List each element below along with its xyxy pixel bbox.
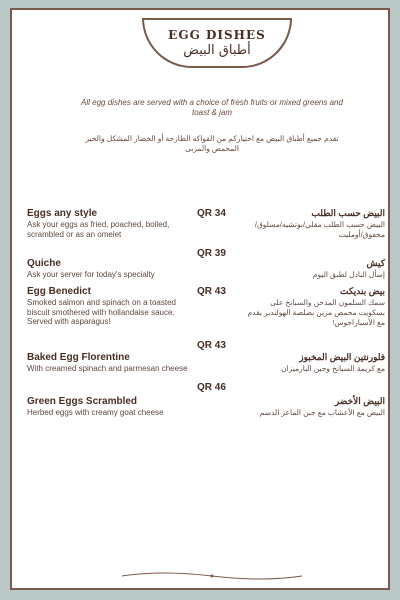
serving-notice-arabic: تقدم جميع أطباق البيض مع اختياركم من الفواكه الطازجة أو الخضار المشكل والخبز المحمص والمربى [85, 134, 339, 153]
serving-notice: All egg dishes are served with a choice of fresh fruits or mixed greens and toast & jam [81, 98, 343, 117]
item-price: QR 46 [197, 382, 226, 393]
bottom-border [10, 588, 390, 590]
item-description: Herbed eggs with creamy goat cheese [27, 408, 164, 417]
item-name-arabic: كيش [366, 258, 385, 268]
item-description: Smoked salmon and spinach on a toasted biscuit smothered with hollandaise sauce. Served with asparagus! [27, 298, 176, 327]
item-name: Egg Benedict [27, 286, 91, 297]
item-price: QR 34 [197, 208, 226, 219]
title-badge [142, 18, 292, 68]
menu-page [10, 8, 390, 590]
item-description-arabic: إسأل النادل لطبق اليوم [312, 270, 385, 279]
item-name-arabic: بيض بنديكت [339, 286, 385, 296]
item-price: QR 43 [197, 286, 226, 297]
item-name-arabic: فلورنتين البيض المخبوز [299, 352, 385, 362]
item-name: Quiche [27, 258, 61, 269]
item-description-arabic: البيض حسب الطلب مقلي/بوتشيه/مسلوق/مخفوق/أومليت [254, 220, 385, 239]
item-price: QR 43 [197, 340, 226, 351]
item-name: Green Eggs Scrambled [27, 396, 138, 407]
page-title: EGG DISHES [168, 28, 266, 42]
item-name-arabic: البيض حسب الطلب [311, 208, 385, 218]
item-name: Eggs any style [27, 208, 98, 219]
item-description: Ask your eggs as fried, poached, boiled, scrambled or as an omelet [27, 220, 170, 239]
item-description-arabic: مع كريمة السبانخ وجبن البارميزان [281, 364, 385, 373]
item-description-arabic: البيض مع الأعشاب مع جبن الماعز الدسم [259, 408, 385, 417]
top-border [10, 8, 390, 10]
item-description: With creamed spinach and parmesan cheese [27, 364, 188, 373]
item-description-arabic: سمك السلمون المدخن والسبانخ على بسكويت محمص مزين بصلصة الهولندير يقدم مع الأسباراجوس! [247, 298, 385, 327]
decorative-flourish-icon [112, 570, 312, 580]
page-title-arabic: أطباق البيض [183, 43, 251, 58]
item-name-arabic: البيض الأخضر [334, 396, 385, 406]
item-description: Ask your server for today's specialty [27, 270, 155, 279]
item-name: Baked Egg Florentine [27, 352, 130, 363]
item-price: QR 39 [197, 248, 226, 259]
